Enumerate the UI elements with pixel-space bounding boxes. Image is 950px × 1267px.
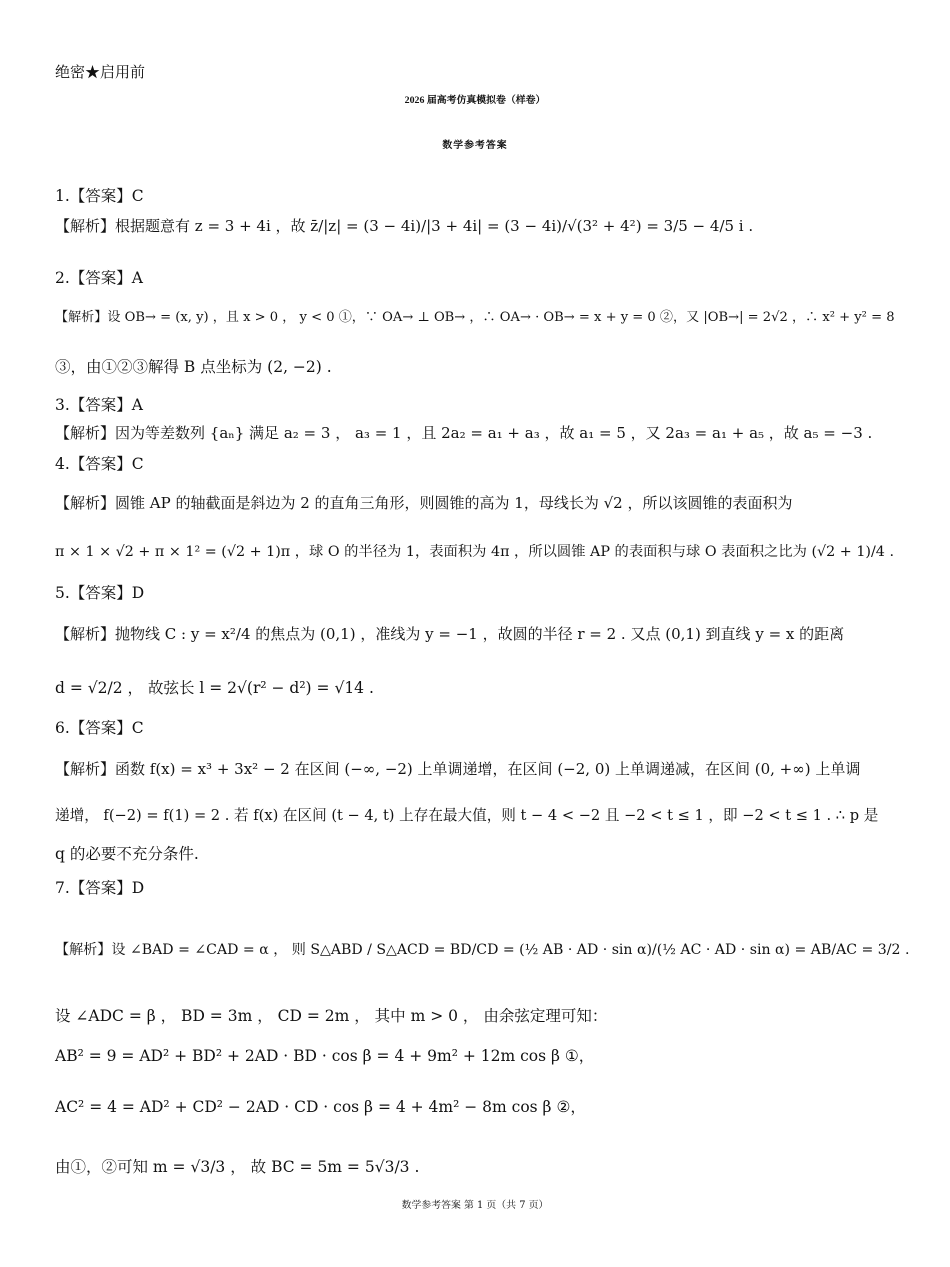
page-footer: 数学参考答案 第 1 页（共 7 页） — [401, 1200, 549, 1211]
q7-analysis-line3: AB² = 9 = AD² + BD² + 2AD · BD · cos β = 4 + 9m² + 12m cos β ①， — [55, 1047, 595, 1065]
confidential-label: 绝密★启用前 — [55, 63, 146, 81]
q7-analysis-line2: 设 ∠ADC = β ， BD = 3m ， CD = 2m ， 其中 m > 0 ， 由余弦定理可知： — [55, 1007, 608, 1025]
exam-title: 2026 届高考仿真模拟卷（样卷） — [404, 95, 546, 106]
q3-answer: 3.【答案】A — [55, 396, 143, 414]
q1-answer: 1.【答案】C — [55, 187, 144, 205]
q2-analysis-line1: 【解析】设 OB→ = (x, y) ，且 x > 0 ， y < 0 ①，∵ OA→ ⊥ OB→ ，∴ OA→ · OB→ = x + y = 0 ②，又 |OB→| = 2√2 ，∴ x² + y² = 8 — [55, 310, 895, 325]
q6-analysis-line2: 递增， f(−2) = f(1) = 2 . 若 f(x) 在区间 (t − 4, t) 上存在最大值，则 t − 4 < −2 且 −2 < t ≤ 1 ，即 −2 < t ≤ 1 . ∴ p 是 — [55, 807, 879, 824]
q4-analysis-line2: π × 1 × √2 + π × 1² = (√2 + 1)π ，球 O 的半径为 1，表面积为 4π ，所以圆锥 AP 的表面积与球 O 表面积之比为 (√2 + 1)/4 . — [55, 544, 894, 560]
q6-answer: 6.【答案】C — [55, 719, 144, 737]
q2-answer: 2.【答案】A — [55, 269, 143, 287]
q1-analysis: 【解析】根据题意有 z = 3 + 4i ，故 z̄/|z| = (3 − 4i)/|3 + 4i| = (3 − 4i)/√(3² + 4²) = 3/5 − 4/5 i . — [55, 217, 754, 235]
q3-analysis: 【解析】因为等差数列 {aₙ} 满足 a₂ = 3 ， a₃ = 1 ，且 2a₂ = a₁ + a₃ ，故 a₁ = 5 ，又 2a₃ = a₁ + a₅ ，故 a₅ = −3 . — [55, 424, 873, 442]
q7-answer: 7.【答案】D — [55, 879, 145, 897]
q6-analysis-line3: q 的必要不充分条件. — [55, 845, 199, 863]
q4-analysis-line1: 【解析】圆锥 AP 的轴截面是斜边为 2 的直角三角形，则圆锥的高为 1，母线长为 √2 ，所以该圆锥的表面积为 — [55, 494, 793, 512]
q5-answer: 5.【答案】D — [55, 584, 145, 602]
q7-analysis-line5: 由①，②可知 m = √3/3 ， 故 BC = 5m = 5√3/3 . — [55, 1158, 420, 1176]
q7-analysis-line1: 【解析】设 ∠BAD = ∠CAD = α ， 则 S△ABD / S△ACD = BD/CD = (½ AB · AD · sin α)/(½ AC · AD · sin α) = AB/AC = 3/2 . — [55, 942, 910, 958]
q6-analysis-line1: 【解析】函数 f(x) = x³ + 3x² − 2 在区间 (−∞, −2) 上单调递增，在区间 (−2, 0) 上单调递减，在区间 (0, +∞) 上单调 — [55, 760, 861, 778]
q5-analysis-line1: 【解析】抛物线 C : y = x²/4 的焦点为 (0,1) ，准线为 y = −1 ，故圆的半径 r = 2 . 又点 (0,1) 到直线 y = x 的距离 — [55, 625, 845, 643]
q4-answer: 4.【答案】C — [55, 455, 144, 473]
q5-analysis-line2: d = √2/2 ， 故弦长 l = 2√(r² − d²) = √14 . — [55, 679, 374, 697]
q2-analysis-line2: ③，由①②③解得 B 点坐标为 (2, −2) . — [55, 358, 332, 376]
page-title: 数学参考答案 — [442, 140, 508, 151]
q7-analysis-line4: AC² = 4 = AD² + CD² − 2AD · CD · cos β = 4 + 4m² − 8m cos β ②， — [55, 1098, 586, 1116]
